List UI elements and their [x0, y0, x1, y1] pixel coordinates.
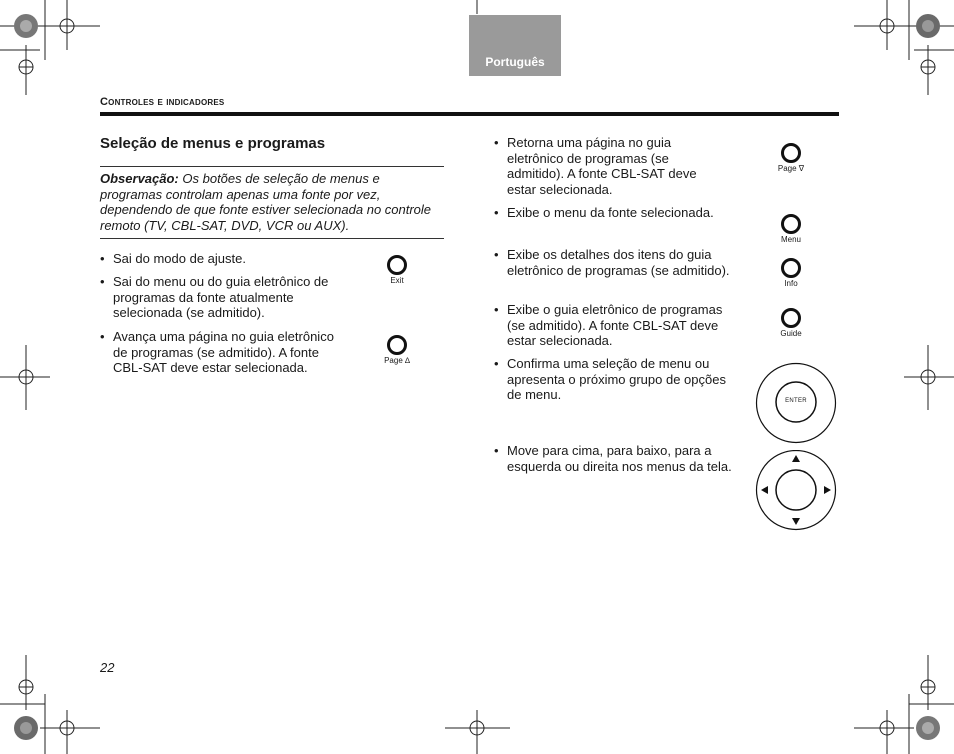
bullet-info: • Exibe os detalhes dos itens do guia eletrônico de programas (se admitido). [494, 247, 734, 278]
menu-button [776, 214, 806, 244]
section-title [100, 96, 224, 108]
guide-button [776, 308, 806, 338]
page-number: 22 [100, 660, 115, 675]
note-box [100, 166, 444, 239]
navigation-pad-icon [755, 450, 837, 532]
info-button [776, 258, 806, 288]
page-up-button-label: Page ∆ [384, 356, 410, 365]
enter-label: ENTER [785, 398, 807, 404]
navigation-pad [755, 450, 837, 532]
guide-button-label: Guide [780, 329, 802, 338]
menu-button-label: Menu [780, 235, 801, 244]
section-title-text: Controles e indicadores [100, 96, 225, 108]
info-button-label: Info [784, 279, 798, 288]
page-down-button-label: Page ∇ [777, 164, 805, 173]
bullet-exit-setup: • Sai do modo de ajuste. [100, 251, 340, 267]
page-down-button-icon [781, 143, 801, 163]
bullet-guide: • Exibe o guia eletrônico de programas (se admitido). A fonte CBL-SAT deve estar selecionada. [494, 302, 724, 349]
note-text: Os botões de seleção de menus e programas controlam apenas uma fonte por vez, dependendo de que fonte estiver selecionada no controle remoto (TV, CBL-SAT, DVD, VCR ou AUX). [100, 171, 432, 233]
bullet-page-down: • Retorna uma página no guia eletrônico de programas (se admitido). A fonte CBL-SAT deve estar selecionada. [494, 135, 719, 197]
bullet-page-up: • Avança uma página no guia eletrônico de programas (se admitido). A fonte CBL-SAT deve estar selecionada. [100, 329, 340, 376]
exit-button-icon [387, 255, 407, 275]
menu-button-icon [781, 214, 801, 234]
header-rule [100, 112, 839, 116]
page-up-button [380, 335, 414, 365]
page-down-button [774, 143, 808, 173]
note-label: Observação: [100, 171, 179, 186]
exit-button [382, 255, 412, 285]
bullet-arrows: • Move para cima, para baixo, para a esquerda ou direita nos menus da tela. [494, 443, 744, 474]
page-up-button-icon [387, 335, 407, 355]
exit-button-label: Exit [390, 276, 404, 285]
page-heading: Seleção de menus e programas [100, 135, 326, 152]
bullet-menu: • Exibe o menu da fonte selecionada. [494, 205, 739, 221]
language-tab: Português [469, 15, 561, 76]
info-button-icon [781, 258, 801, 278]
enter-pad [755, 362, 837, 444]
bullet-exit-menu: • Sai do menu ou do guia eletrônico de programas da fonte atualmente selecionada (se admitido). [100, 274, 340, 321]
guide-button-icon [781, 308, 801, 328]
bullet-enter: • Confirma uma seleção de menu ou apresenta o próximo grupo de opções de menu. [494, 356, 734, 403]
